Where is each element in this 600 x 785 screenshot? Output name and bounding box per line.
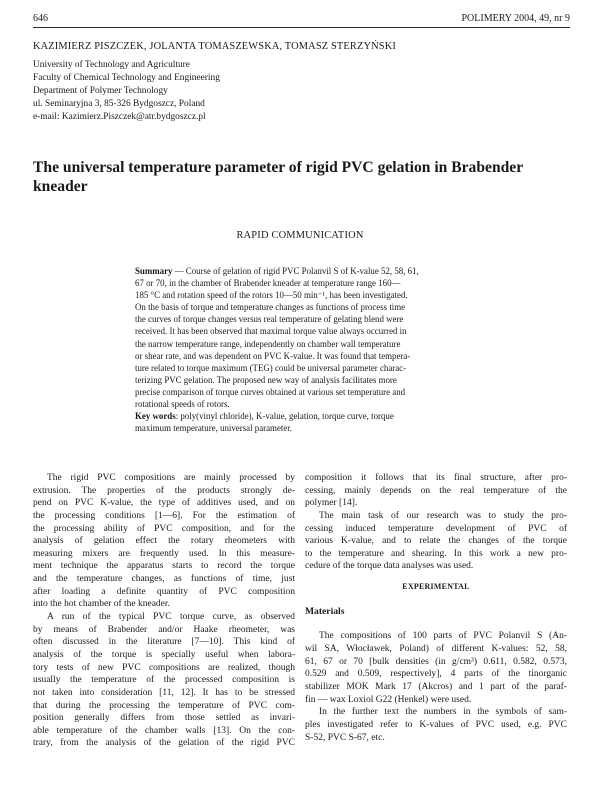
- authors: KAZIMIERZ PISZCZEK, JOLANTA TOMASZEWSKA, TOMASZ STERZYŃSKI: [33, 41, 396, 52]
- body-line: pend on PVC K-value, the type of additives used, and on: [33, 498, 295, 509]
- abstract-line: the curves of torque changes versus real temperature of gelating blend were: [135, 314, 404, 325]
- body-line: that during the processing the temperature of PVC com-: [33, 700, 295, 711]
- abstract-line: ture related to torque maximum (TEG) could be universal parameter charac-: [135, 362, 407, 373]
- body-line: and the temperature changes, as functions of time, just: [33, 574, 295, 585]
- header-rule: [33, 27, 570, 28]
- abstract-line: received. It has been observed that maximal torque value always occurred in: [135, 326, 407, 337]
- abstract: [135, 265, 523, 434]
- abstract-line: precise comparison of torque curves obtained at various set temperature and: [135, 386, 406, 397]
- abstract-line: terizing PVC gelation. The proposed new way of analysis facilitates more: [135, 374, 397, 385]
- body-line: not taken into consideration [11, 12]. It has to be stressed: [33, 687, 295, 698]
- body-line: measuring mixers are frequently used. In this measure-: [33, 548, 295, 559]
- body-line: extrusion. The properties of the products strongly de-: [33, 485, 295, 496]
- affiliation-line: University of Technology and Agriculture: [33, 60, 190, 70]
- keywords-line: : poly(vinyl chloride), K-value, gelation, torque curve, torque: [175, 411, 394, 422]
- abstract-line: 67 or 70, in the chamber of Brabender kneader at temperature range 160—: [135, 278, 401, 289]
- body-line: cessing, mainly depends on the real temperature of the: [305, 485, 567, 496]
- summary-label: Summary: [135, 266, 173, 276]
- journal-reference: POLIMERY 2004, 49, nr 9: [461, 13, 570, 24]
- abstract-line: rotational speeds of rotors.: [135, 399, 230, 410]
- body-line: ples investigated refer to K-values of PVC used, e.g. PVC: [305, 719, 567, 730]
- body-line: often discussed in the literature [7—10]. This kind of: [33, 637, 295, 648]
- body-line: ment technique the apparatus starts to record the torque: [33, 561, 295, 572]
- body-line: the processing ability of PVC composition, and for the: [33, 523, 295, 534]
- section-heading-experimental: EXPERIMENTAL: [402, 582, 470, 592]
- article-type: RAPID COMMUNICATION: [236, 230, 364, 241]
- body-line: tory tests of new PVC compositions are realized, though: [33, 662, 295, 673]
- body-line: A run of the typical PVC torque curve, as observed: [47, 612, 295, 623]
- body-line: to the temperature and shearing. In this work a new pro-: [305, 548, 567, 559]
- body-line: usually the temperature of the processed composition is: [33, 675, 295, 686]
- affiliation: [33, 59, 220, 124]
- body-line: fin — wax Loxiol G22 (Henkel) were used.: [305, 694, 472, 705]
- body-line: stabilizer MOK Mark 17 (Akcros) and 1 part of the paraf-: [305, 682, 567, 692]
- body-line: The main task of our research was to study the pro-: [319, 510, 567, 521]
- affiliation-email: e-mail: Kazimierz.Piszczek@atr.bydgoszcz.pl: [33, 112, 206, 122]
- body-line: after loading a definite quantity of PVC composition: [33, 586, 295, 597]
- abstract-line: — Course of gelation of rigid PVC Polanvil S of K-value 52, 58, 61,: [174, 266, 419, 276]
- article-title: The universal temperature parameter of rigid PVC gelation in Brabender kneader: [33, 159, 523, 195]
- body-line: In the further text the numbers in the symbols of sam-: [319, 707, 567, 718]
- abstract-line: 185 °C and rotation speed of the rotors 10—50 min⁻¹, has been investigated.: [135, 290, 408, 301]
- keywords-line: maximum temperature, universal parameter.: [135, 423, 292, 434]
- body-line: analysis of gelation effect the rotary rheometers with: [33, 536, 295, 547]
- body-line: 0.529 and 0.509, respectively], 4 parts of the tinorganic: [305, 669, 567, 680]
- body-line: wil SA, Włocławek, Poland) of different K-values: 52, 58,: [305, 644, 567, 655]
- body-line: The rigid PVC compositions are mainly processed by: [47, 473, 295, 483]
- keywords-label: Key words: [135, 411, 176, 422]
- body-line: the processing conditions [1—6]. For the estimation of: [33, 510, 295, 521]
- abstract-line: On the basis of torque and temperature changes as functions of process time: [135, 302, 406, 313]
- body-line: analysis of the torque is specially useful when labora-: [33, 649, 295, 660]
- body-line: polymer [14].: [305, 498, 358, 509]
- left-column: [33, 472, 295, 750]
- affiliation-line: ul. Seminaryjna 3, 85-326 Bydgoszcz, Poland: [33, 99, 205, 109]
- right-column: [305, 472, 567, 744]
- body-line: composition it follows that its final structure, after pro-: [305, 473, 567, 483]
- body-line: trary, from the analysis of the gelation of the rigid PVC: [33, 738, 295, 749]
- body-line: able temperature of the chamber walls [13]. On the con-: [33, 725, 295, 736]
- abstract-line: the narrow temperature range, independently on chamber wall temperature: [135, 338, 401, 349]
- body-line: into the hot chamber of the kneader.: [33, 599, 170, 610]
- abstract-line: or shear rate, and was dependent on PVC K-value. It was found that tempera-: [135, 350, 411, 361]
- affiliation-line: Department of Polymer Technology: [33, 86, 168, 96]
- body-line: cedure of the torque data analyses was used.: [305, 561, 474, 572]
- body-line: S-52, PVC S-67, etc.: [305, 732, 385, 743]
- page-number: 646: [33, 13, 48, 24]
- body-line: 61, 67 or 70 [bulk densities (in g/cm³) 0.611, 0.582, 0.573,: [305, 656, 567, 667]
- body-line: The compositions of 100 parts of PVC Polanvil S (An-: [319, 631, 567, 642]
- body-line: by means of Brabender and/or Haake rheometer, was: [33, 624, 295, 635]
- affiliation-line: Faculty of Chemical Technology and Engineering: [33, 73, 220, 83]
- body-line: position generally differs from those settled as invari-: [33, 713, 295, 724]
- subsection-heading-materials: Materials: [305, 605, 345, 617]
- body-line: various K-value, and to relate the changes of the torque: [305, 536, 567, 547]
- body-line: cessing induced temperature development of PVC of: [305, 523, 567, 534]
